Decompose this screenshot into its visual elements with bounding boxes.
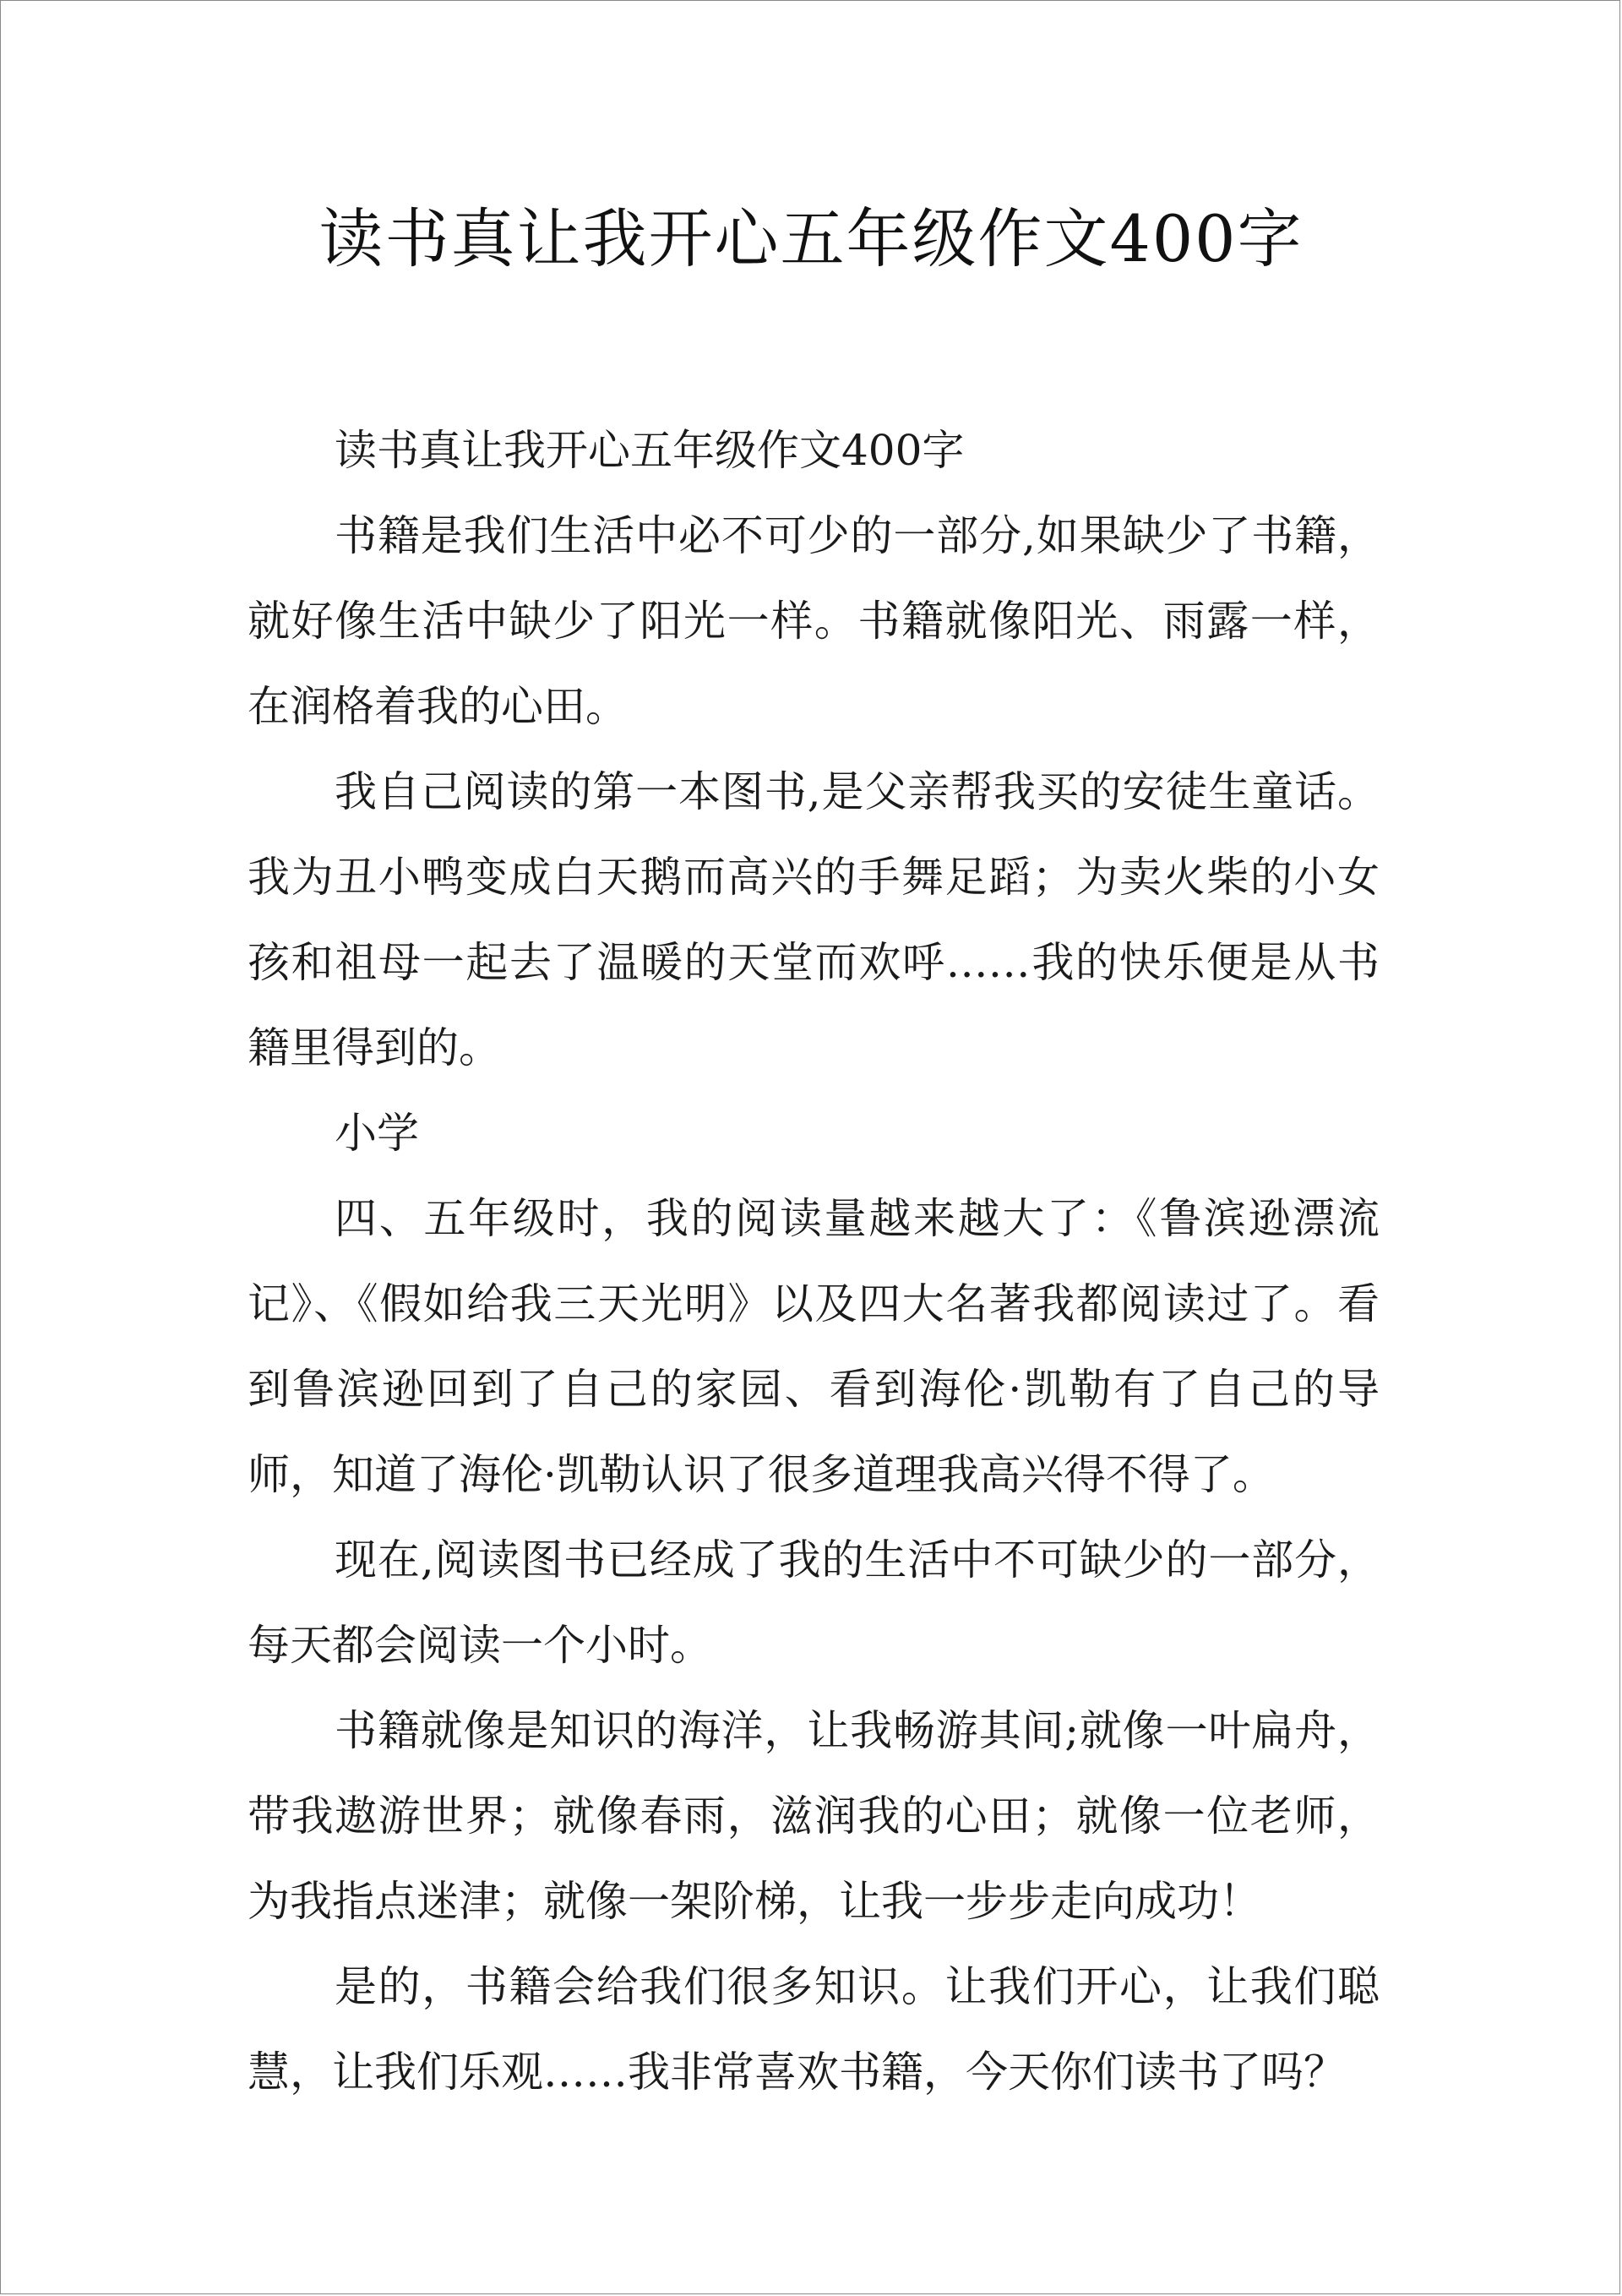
paragraph-first-book: 我自己阅读的第一本图书,是父亲帮我买的安徒生童话。我为丑小鸭变成白天鹅而高兴的手舞足蹈；为卖火柴的小女孩和祖母一起去了温暖的天堂而欢呼……我的快乐便是从书籍里得到的。 [248,767,1380,1072]
paragraph-reading-grows: 四、五年级时，我的阅读量越来越大了：《鲁滨逊漂流记》、《假如给我三天光明》以及四大名著我都阅读过了。看到鲁滨逊回到了自己的家园、看到海伦·凯勒有了自己的导师，知道了海伦·凯勒认识了很多道理我高兴得不得了。 [248,1194,1380,1499]
document-body [248,408,1380,2115]
paragraph-conclusion: 是的，书籍会给我们很多知识。让我们开心，让我们聪慧，让我们乐观……我非常喜欢书籍，今天你们读书了吗？ [248,1962,1380,2097]
paragraph-repeat-title: 读书真让我开心五年级作文400字 [335,426,965,475]
paragraph-books-importance: 书籍是我们生活中必不可少的一部分,如果缺少了书籍，就好像生活中缺少了阳光一样。书籍就像阳光、雨露一样，在润格着我的心田。 [248,511,1380,731]
paragraph-primary-school: 小学 [335,1109,419,1158]
paragraph-reading-daily: 现在,阅读图书已经成了我的生活中不可缺少的一部分，每天都会阅读一个小时。 [248,1535,1380,1670]
document-title: 读书真让我开心五年级作文400字 [318,201,1304,276]
paragraph-books-metaphors: 书籍就像是知识的海洋，让我畅游其间;就像一叶扁舟，带我遨游世界；就像春雨，滋润我的心田；就像一位老师，为我指点迷津；就像一架阶梯，让我一步步走向成功！ [248,1706,1380,1926]
